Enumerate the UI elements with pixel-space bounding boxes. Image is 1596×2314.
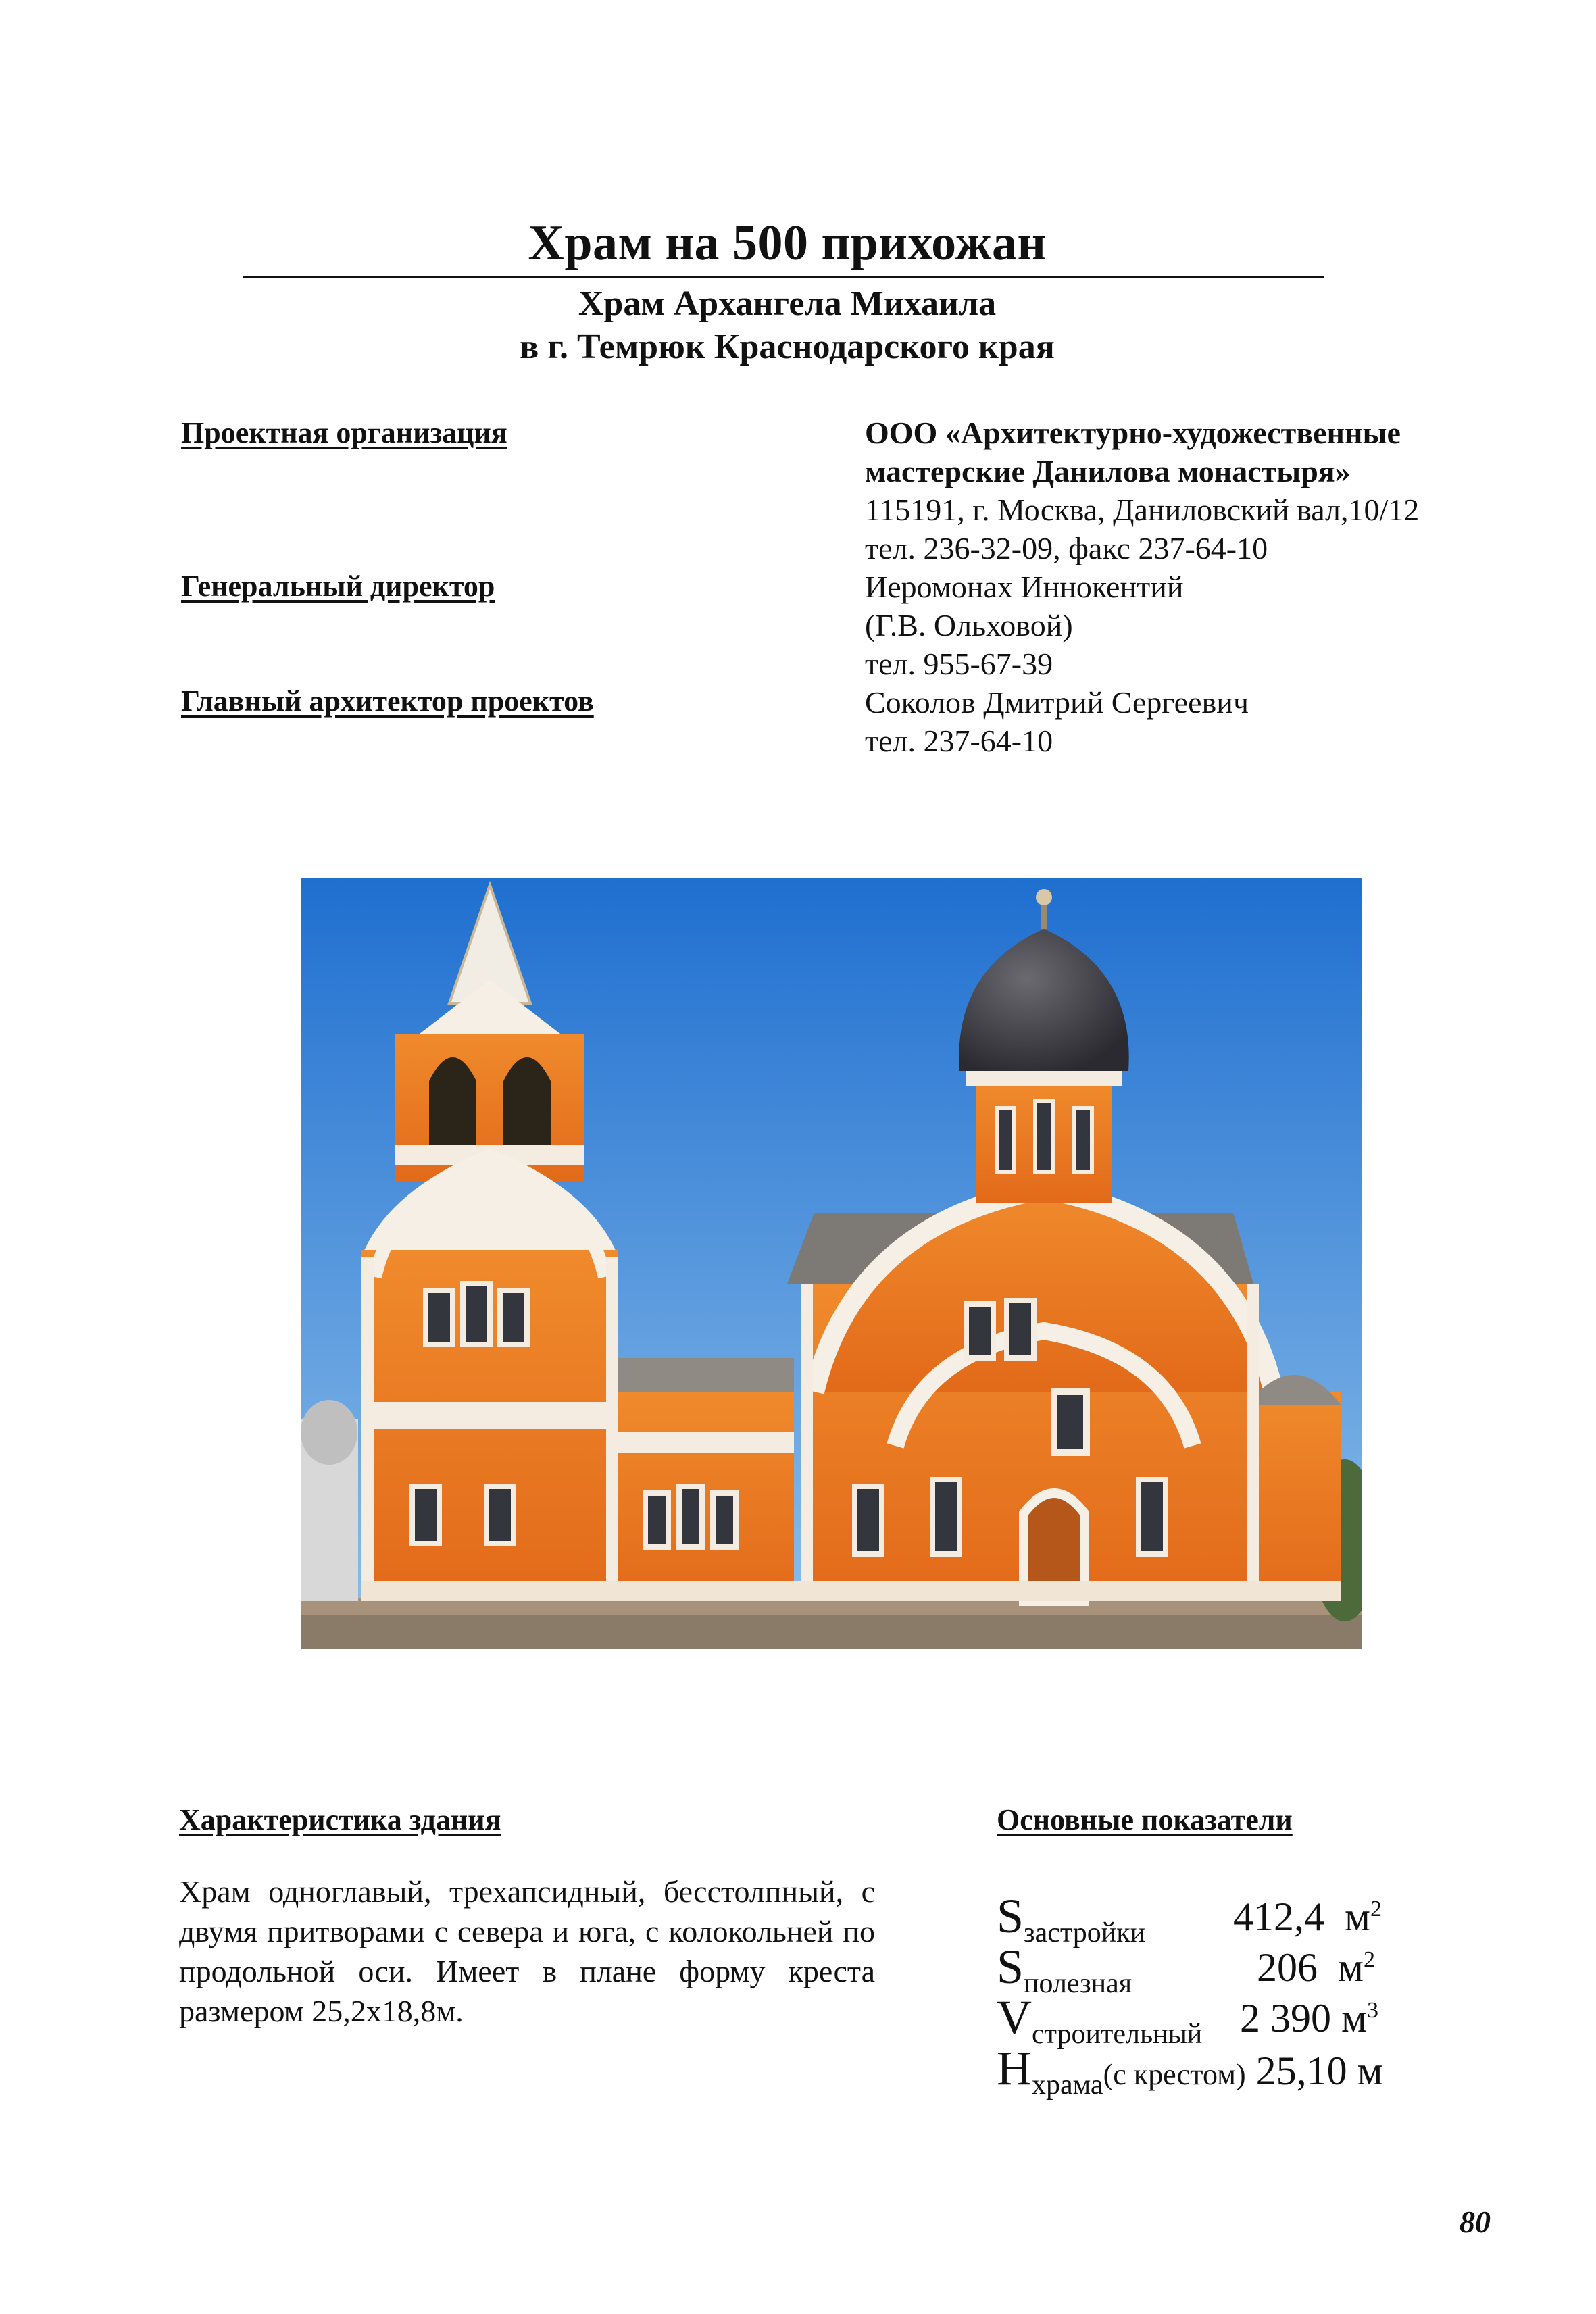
org-name-line1: ООО «Архитектурно-художественные: [865, 416, 1401, 450]
subtitle-temple-name: Храм Архангела Михаила: [578, 284, 997, 323]
metric-symbol: S: [997, 1940, 1024, 1994]
church-photo: [301, 878, 1362, 1649]
characteristics-text: Храм одноглавый, трехапсидный, бесстолпный, с двумя притворами с севера и юга, с колокольней по продольной оси. Имеет в плане форму креста размером 25,2х18,8м.: [179, 1874, 875, 2028]
metric-height: [997, 2040, 1383, 2101]
page-title: Храм на 500 прихожан: [528, 216, 1047, 271]
org-phone: тел. 236-32-09, факс 237-64-10: [865, 531, 1268, 565]
metric-exponent: 3: [1366, 1998, 1378, 2023]
metric-subscript-tail: (с крестом): [1103, 2058, 1246, 2091]
page-number: 80: [1460, 2205, 1491, 2239]
characteristics-label: Характеристика здания: [179, 1803, 501, 1836]
metric-symbol: V: [997, 1990, 1032, 2044]
metric-unit: м: [1338, 1945, 1364, 1990]
architect-name: Соколов Дмитрий Сергеевич: [865, 685, 1249, 720]
metric-exponent: 2: [1370, 1896, 1382, 1921]
metric-symbol: H: [997, 2041, 1032, 2095]
director-phone: тел. 955-67-39: [865, 647, 1053, 681]
metric-value: 206: [1257, 1945, 1318, 1990]
metric-subscript: строительный: [1032, 2019, 1203, 2050]
metric-subscript: храма: [1032, 2069, 1103, 2101]
metric-unit: м: [1345, 1894, 1370, 1939]
metric-value: 2 390: [1240, 1996, 1331, 2040]
metric-symbol: S: [997, 1889, 1024, 1943]
director-label: Генеральный директор: [181, 570, 495, 603]
director-name: Иеромонах Иннокентий: [865, 570, 1184, 604]
metric-subscript: застройки: [1024, 1917, 1146, 1948]
architect-phone: тел. 237-64-10: [865, 724, 1053, 758]
indicators-label: Основные показатели: [997, 1803, 1293, 1836]
metric-value: 412,4: [1233, 1894, 1324, 1939]
title-underline: [243, 276, 1324, 278]
org-label: Проектная организация: [181, 416, 507, 449]
director-name-secular: (Г.В. Ольховой): [865, 608, 1073, 643]
org-name-line2: мастерские Данилова монастыря»: [865, 454, 1351, 488]
org-address: 115191, г. Москва, Даниловский вал,10/12: [865, 493, 1420, 527]
metric-subscript: полезная: [1024, 1968, 1132, 1999]
metric-exponent: 2: [1363, 1947, 1375, 1972]
subtitle-location: в г. Темрюк Краснодарского края: [520, 328, 1055, 366]
metric-unit: м: [1341, 1996, 1367, 2040]
architect-label: Главный архитектор проектов: [181, 684, 594, 718]
metric-value: 25,10: [1255, 2048, 1347, 2093]
metric-unit: м: [1357, 2048, 1383, 2093]
